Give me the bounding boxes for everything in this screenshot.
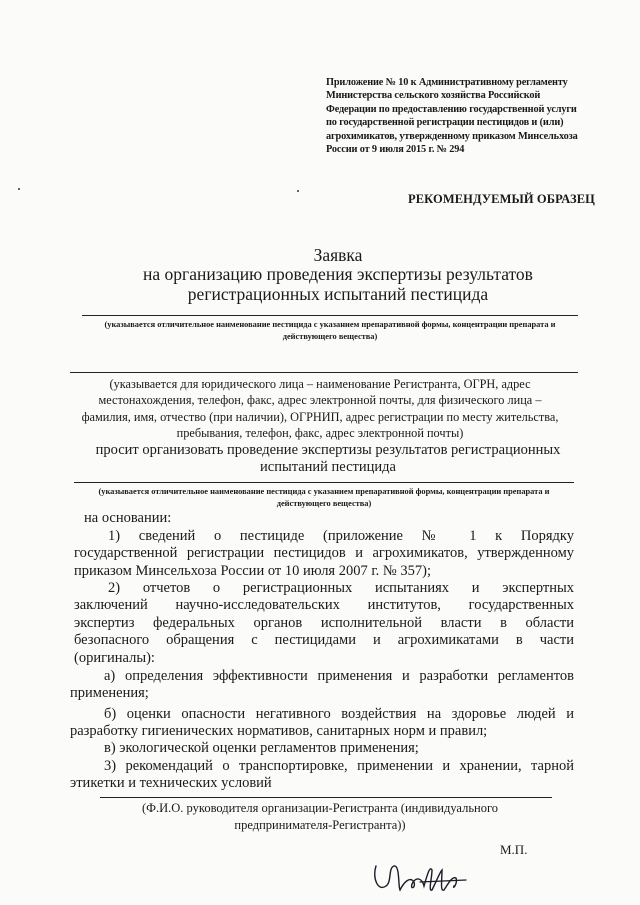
appendix-reference <box>326 76 582 156</box>
basis-item-1 <box>74 528 574 580</box>
registrant-note <box>60 376 580 442</box>
registrant-line <box>70 372 578 373</box>
basis-line: этикетки и технических условий <box>70 775 272 792</box>
request-text <box>78 442 578 476</box>
basis-sub-a <box>70 668 574 703</box>
signature-name-line <box>100 797 552 798</box>
document-title: Заявка <box>313 245 363 265</box>
basis-line: 3) рекомендаций о транспортировке, применении и хранении, тарной <box>104 758 574 774</box>
note-line: фамилия, имя, отчество (при наличии), ОГРНИП, адрес регистрации по месту жительства, <box>81 409 559 424</box>
note-line: действующего вещества) <box>276 498 372 508</box>
pesticide-name-line-2 <box>74 482 574 483</box>
note-line: пребывания, телефон, факс, адрес электронной почты) <box>176 426 464 441</box>
document-subtitle: регистрационных испытаний пестицида <box>187 284 489 304</box>
document-subtitle: на организацию проведения экспертизы результатов <box>143 264 533 284</box>
request-line: испытаний пестицида <box>260 459 396 475</box>
appendix-line: агрохимикатов, утвержденному приказом Минсельхоза <box>326 130 578 142</box>
basis-line: заключений научно-исследовательских институтов, государственных <box>74 597 574 614</box>
basis-line: безопасного обращения с пестицидами и агрохимикатами в части <box>74 632 574 649</box>
basis-line: экспертиз федеральных органов исполнительной власти в области <box>74 614 574 631</box>
scan-speck <box>297 190 299 192</box>
note-line: предпринимателя-Регистранта)) <box>234 817 406 832</box>
basis-intro: на основании: <box>84 510 172 526</box>
appendix-line: Приложение № 10 к Административному регламенту <box>326 77 568 88</box>
recommended-sample-label: РЕКОМЕНДУЕМЫЙ ОБРАЗЕЦ <box>408 192 595 206</box>
basis-line: б) оценки опасности негативного воздействия на здоровье людей и <box>104 706 574 722</box>
note-line: (указывается отличительное наименование пестицида с указанием препаративной формы, концентрации препарата и <box>98 487 550 496</box>
basis-line: приказом Минсельхоза России от 10 июля 2007 г. № 357); <box>74 562 431 579</box>
basis-line: 1) сведений о пестициде (приложение № 1 к Порядку <box>108 528 574 544</box>
basis-sub-b <box>70 706 574 741</box>
basis-line: а) определения эффективности применения и разработки регламентов <box>104 668 574 684</box>
basis-line: государственной регистрации пестицидов и агрохимикатов, утвержденному <box>74 545 574 562</box>
basis-line: 2) отчетов о регистрационных испытаниях и экспертных <box>108 580 574 596</box>
appendix-line: по государственной регистрации пестицидов и (или) <box>326 117 564 129</box>
note-line: (указывается отличительное наименование пестицида с указанием препаративной формы, концентрации препарата и <box>104 320 556 329</box>
handwritten-signature <box>370 856 480 902</box>
appendix-line: России от 9 июля 2015 г. № 294 <box>326 144 465 156</box>
pesticide-name-note <box>80 319 580 342</box>
basis-sub-v: в) экологической оценки регламентов применения; <box>104 740 419 756</box>
stamp-place-label: М.П. <box>500 842 528 857</box>
note-line: местонахождения, телефон, факс, адрес электронной почты, для физического лица – <box>98 393 542 408</box>
scan-speck <box>18 188 20 190</box>
pesticide-name-note-2 <box>74 486 574 509</box>
basis-item-3 <box>70 758 574 793</box>
basis-item-2 <box>74 580 574 667</box>
signature-note <box>100 800 540 833</box>
note-line: (Ф.И.О. руководителя организации-Регистранта (индивидуального <box>141 801 499 815</box>
note-line: (указывается для юридического лица – наименование Регистранта, ОГРН, адрес <box>109 377 531 391</box>
basis-line: (оригиналы): <box>74 649 155 666</box>
appendix-line: Федерации по предоставлению государственной услуги <box>326 103 577 115</box>
note-line: действующего вещества) <box>282 331 378 341</box>
pesticide-name-line <box>82 315 578 316</box>
request-line: просит организовать проведение экспертизы результатов регистрационных <box>95 442 561 458</box>
appendix-line: Министерства сельского хозяйства Российской <box>326 90 541 102</box>
basis-line: применения; <box>70 685 149 702</box>
basis-line: разработку гигиенических нормативов, санитарных норм и правил; <box>70 723 488 740</box>
